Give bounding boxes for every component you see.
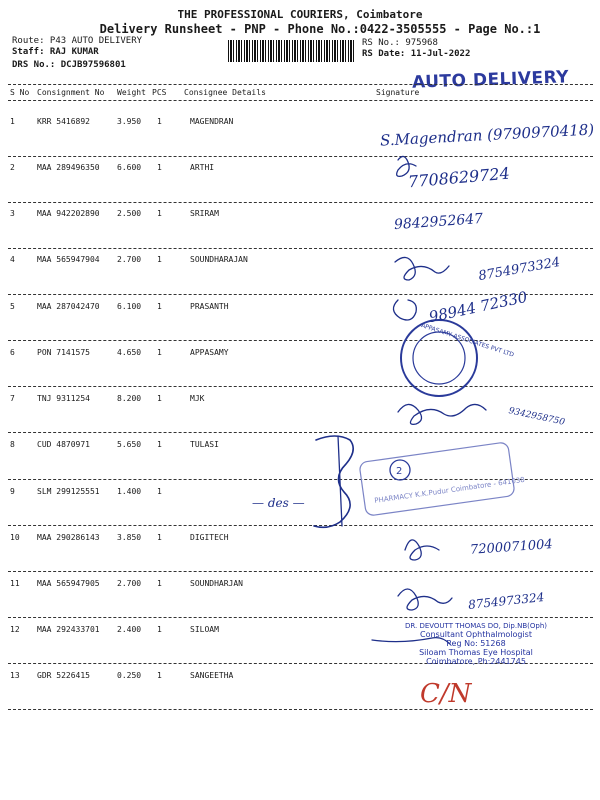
row-consignment: MAA 287042470 <box>37 302 100 311</box>
bracket-mark <box>314 436 353 527</box>
row-pcs: 1 <box>157 163 162 172</box>
row-consignment: PON 7141575 <box>37 348 90 357</box>
consultant-line: Siloam Thomas Eye Hospital <box>419 648 533 657</box>
row-pcs: 1 <box>157 671 162 680</box>
row-consignment: SLM 299125551 <box>37 487 100 496</box>
consultant-line: Reg No: 51268 <box>446 639 506 648</box>
row-consignee: SOUNDHARJAN <box>190 579 243 588</box>
row-consignment: GDR 5226415 <box>37 671 90 680</box>
row-consignment: MAA 290286143 <box>37 533 100 542</box>
row-consignee: SRIRAM <box>190 209 219 218</box>
row-sno: 1 <box>10 117 15 126</box>
row-sno: 10 <box>10 533 20 542</box>
row-pcs: 1 <box>157 302 162 311</box>
signature-row-5: 98944 72330 <box>427 287 529 327</box>
row-consignment: MAA 942202890 <box>37 209 100 218</box>
col-consignment: Consignment No <box>37 88 105 97</box>
col-consignee: Consignee Details <box>184 88 266 97</box>
row-pcs: 1 <box>157 533 162 542</box>
row-consignee: PRASANTH <box>190 302 229 311</box>
signature-row-7: 9342958750 <box>507 406 566 428</box>
consultant-stamp <box>372 622 580 666</box>
row-pcs: 1 <box>157 487 162 496</box>
row-sno: 13 <box>10 671 20 680</box>
row-weight: 6.100 <box>117 302 142 311</box>
signature-scribble-11 <box>398 589 452 610</box>
row-sno: 5 <box>10 302 15 311</box>
row-weight: 3.850 <box>117 533 142 542</box>
consultant-line: Consultant Ophthalmologist <box>420 630 532 639</box>
col-pcs: PCS <box>152 88 167 97</box>
col-weight: Weight <box>117 88 146 97</box>
row-sno: 7 <box>10 394 15 403</box>
staff-text: Staff: RAJ KUMAR <box>12 47 99 57</box>
row-pcs: 1 <box>157 625 162 634</box>
row-consignee: MJK <box>190 394 205 403</box>
row-sno: 11 <box>10 579 20 588</box>
row-sno: 8 <box>10 440 15 449</box>
row-consignee: DIGITECH <box>190 533 229 542</box>
row-weight: 3.950 <box>117 117 142 126</box>
row-pcs: 1 <box>157 440 162 449</box>
row-consignee: ARTHI <box>190 163 215 172</box>
cn-mark: C/N <box>420 679 472 709</box>
row-pcs: 1 <box>157 255 162 264</box>
runsheet-title: Delivery Runsheet - PNP - Phone No.:0422-3505555 - Page No.:1 <box>99 22 541 36</box>
consultant-line: DR. DEVOUTT THOMAS DO, Dip.NB(Oph) <box>404 622 547 630</box>
rs-number: RS No.: 975968 <box>362 38 438 48</box>
row-consignment: MAA 565947904 <box>37 255 100 264</box>
auto-delivery-stamp: AUTO DELIVERY <box>411 67 570 93</box>
row-consignee: SANGEETHA <box>190 671 234 680</box>
signature-scribble-5 <box>393 300 416 320</box>
row-consignment: KRR 5416892 <box>37 117 90 126</box>
row-consignee: MAGENDRAN <box>190 117 234 126</box>
drs-number: DRS No.: DCJB97596801 <box>12 60 126 70</box>
signature-row-9: — des — <box>252 496 305 510</box>
signature-row-11: 8754973324 <box>467 590 545 612</box>
signature-row-10: 7200071004 <box>469 537 554 558</box>
row-sno: 6 <box>10 348 15 357</box>
row-consignment: TNJ 9311254 <box>37 394 90 403</box>
col-signature: Signature <box>376 88 420 97</box>
row-pcs: 1 <box>157 209 162 218</box>
signature-row-3: 9842952647 <box>393 210 484 234</box>
row-consignee: SILOAM <box>190 625 219 634</box>
row-sno: 9 <box>10 487 15 496</box>
pharmacy-stamp-text: PHARMACY K.K.Pudur Coimbatore - 641038 <box>373 475 526 505</box>
appasamy-stamp <box>401 320 515 396</box>
row-sno: 2 <box>10 163 15 172</box>
row-weight: 6.600 <box>117 163 142 172</box>
row-weight: 4.650 <box>117 348 142 357</box>
row-weight: 2.700 <box>117 255 142 264</box>
pharmacy-stamp <box>359 442 525 516</box>
row-consignee: SOUNDHARAJAN <box>190 255 248 264</box>
row-consignment: CUD 4870971 <box>37 440 90 449</box>
row-weight: 1.400 <box>117 487 142 496</box>
route-text: Route: P43 AUTO DELIVERY <box>12 36 143 46</box>
row-weight: 2.400 <box>117 625 142 634</box>
row-pcs: 1 <box>157 348 162 357</box>
row-consignee: APPASAMY <box>190 348 229 357</box>
row-sno: 3 <box>10 209 15 218</box>
row-pcs: 1 <box>157 117 162 126</box>
signature-scribble-7 <box>398 404 486 424</box>
signature-row-1: S.Magendran (9790970418) <box>379 120 595 150</box>
signature-row-4: 8754973324 <box>477 254 562 285</box>
row-consignment: MAA 292433701 <box>37 625 100 634</box>
appasamy-stamp-text: APPASAMY ASSOCIATES PVT LTD <box>420 322 515 359</box>
bracket-number: 2 <box>396 466 403 477</box>
signature-scribble-10 <box>405 540 439 560</box>
row-consignee: TULASI <box>190 440 219 449</box>
row-pcs: 1 <box>157 579 162 588</box>
row-weight: 0.250 <box>117 671 142 680</box>
company-title: THE PROFESSIONAL COURIERS, Coimbatore <box>177 8 423 21</box>
row-weight: 2.500 <box>117 209 142 218</box>
row-weight: 2.700 <box>117 579 142 588</box>
row-weight: 8.200 <box>117 394 142 403</box>
signature-scribble-4 <box>395 257 449 280</box>
signature-row-2: 7708629724 <box>407 163 511 192</box>
consultant-line: Coimbatore, Ph:2441745 <box>426 657 526 666</box>
rs-date: RS Date: 11-Jul-2022 <box>362 49 471 59</box>
col-sno: S No <box>10 88 30 97</box>
row-consignment: MAA 565947905 <box>37 579 100 588</box>
row-weight: 5.650 <box>117 440 142 449</box>
row-sno: 4 <box>10 255 15 264</box>
row-sno: 12 <box>10 625 20 634</box>
row-consignment: MAA 289496350 <box>37 163 100 172</box>
row-pcs: 1 <box>157 394 162 403</box>
